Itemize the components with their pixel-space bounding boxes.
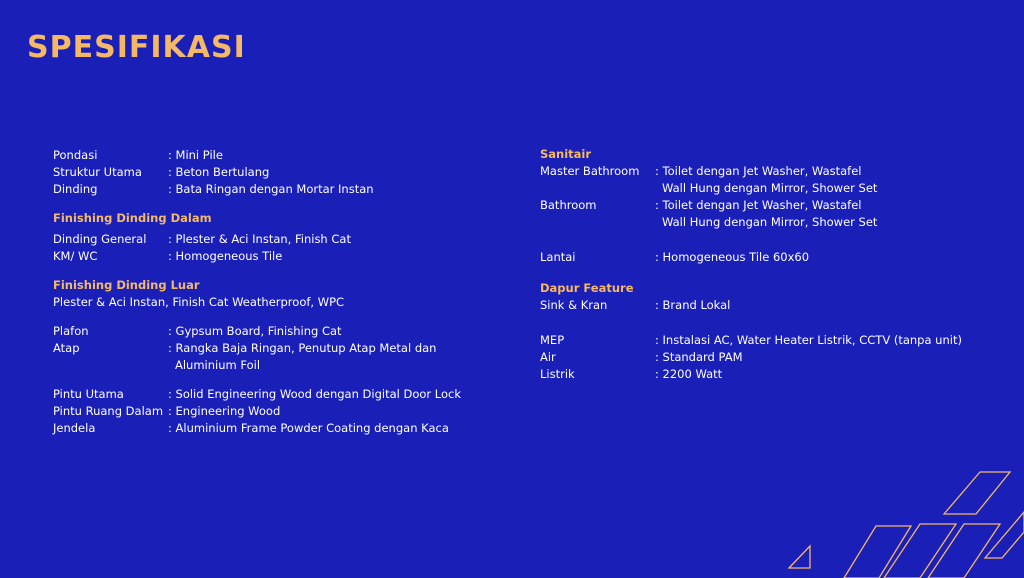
spec-value: : Rangka Baja Ringan, Penutup Atap Metal dan xyxy=(168,341,437,355)
deco-stripe xyxy=(985,512,1024,558)
spec-value: : Toilet dengan Jet Washer, Wastafel xyxy=(655,198,862,212)
page-title: SPESIFIKASI xyxy=(27,30,246,65)
spec-label: MEP xyxy=(540,333,565,347)
spec-row-struktur xyxy=(53,164,523,181)
spec-row-listrik xyxy=(540,366,1010,383)
spec-value-block xyxy=(168,340,523,374)
spec-label: Jendela xyxy=(53,421,96,435)
spec-value: : Homogeneous Tile xyxy=(168,249,283,263)
spec-label: Pintu Ruang Dalam xyxy=(53,404,164,418)
spec-value: : Beton Bertulang xyxy=(168,165,270,179)
spec-value: : Toilet dengan Jet Washer, Wastafel xyxy=(655,164,862,178)
spec-label: Pondasi xyxy=(53,148,98,162)
spec-label: Pintu Utama xyxy=(53,387,124,401)
spec-left-column xyxy=(53,147,523,437)
spec-row-km-wc xyxy=(53,248,523,265)
spec-value-block xyxy=(655,197,1010,231)
spec-value: : Instalasi AC, Water Heater Listrik, CCTV (tanpa unit) xyxy=(655,333,962,347)
spec-row-sink xyxy=(540,297,1010,314)
spec-value: : Bata Ringan dengan Mortar Instan xyxy=(168,182,374,196)
spec-value-line2: Aluminium Foil xyxy=(175,358,261,372)
spec-row-dinding xyxy=(53,181,523,198)
deco-stripe xyxy=(944,472,1010,514)
spec-value: : Solid Engineering Wood dengan Digital Door Lock xyxy=(168,387,462,401)
spec-row-pintu-ruang xyxy=(53,403,523,420)
spec-label: Struktur Utama xyxy=(53,165,142,179)
section-heading-sanitair: Sanitair xyxy=(540,147,592,161)
spec-text-finishing-luar: Plester & Aci Instan, Finish Cat Weatherproof, WPC xyxy=(53,295,345,309)
spec-row-plafon xyxy=(53,323,523,340)
spec-value-line2: Wall Hung dengan Mirror, Shower Set xyxy=(662,215,878,229)
deco-triangle xyxy=(789,546,810,568)
deco-stripe xyxy=(884,524,956,578)
spec-label: Dinding General xyxy=(53,232,147,246)
spec-value-block xyxy=(655,163,1010,197)
section-heading-finishing-luar: Finishing Dinding Luar xyxy=(53,278,200,292)
spec-value: : Mini Pile xyxy=(168,148,223,162)
spec-value: : Brand Lokal xyxy=(655,298,731,312)
decorative-stripes xyxy=(780,460,1024,578)
spec-value: : 2200 Watt xyxy=(655,367,723,381)
section-heading-finishing-dalam: Finishing Dinding Dalam xyxy=(53,211,212,225)
spec-label: Atap xyxy=(53,341,80,355)
spec-label: Air xyxy=(540,350,556,364)
spec-row-pondasi xyxy=(53,147,523,164)
spec-value: : Homogeneous Tile 60x60 xyxy=(655,250,810,264)
spec-row-jendela xyxy=(53,420,523,437)
spec-label: Lantai xyxy=(540,250,576,264)
spec-label: Plafon xyxy=(53,324,89,338)
spec-value: : Standard PAM xyxy=(655,350,743,364)
spec-row-dinding-general xyxy=(53,231,523,248)
spec-value: : Gypsum Board, Finishing Cat xyxy=(168,324,342,338)
spec-label: Sink & Kran xyxy=(540,298,608,312)
spec-label: KM/ WC xyxy=(53,249,98,263)
spec-label: Master Bathroom xyxy=(540,164,640,178)
spec-row-bathroom xyxy=(540,197,1010,231)
deco-stripe xyxy=(928,524,1000,578)
spec-row-lantai xyxy=(540,249,1010,266)
spec-row-atap xyxy=(53,340,523,374)
spec-label: Bathroom xyxy=(540,198,597,212)
spec-value: : Plester & Aci Instan, Finish Cat xyxy=(168,232,351,246)
spec-row-mep xyxy=(540,332,1010,349)
spec-right-column xyxy=(540,146,1010,383)
spec-value-line2: Wall Hung dengan Mirror, Shower Set xyxy=(662,181,878,195)
spec-row-master-bathroom xyxy=(540,163,1010,197)
spec-row-pintu-utama xyxy=(53,386,523,403)
spec-value: : Engineering Wood xyxy=(168,404,281,418)
spec-label: Listrik xyxy=(540,367,575,381)
spec-label: Dinding xyxy=(53,182,98,196)
section-heading-dapur: Dapur Feature xyxy=(540,281,634,295)
spec-value: : Aluminium Frame Powder Coating dengan Kaca xyxy=(168,421,449,435)
spec-row-air xyxy=(540,349,1010,366)
